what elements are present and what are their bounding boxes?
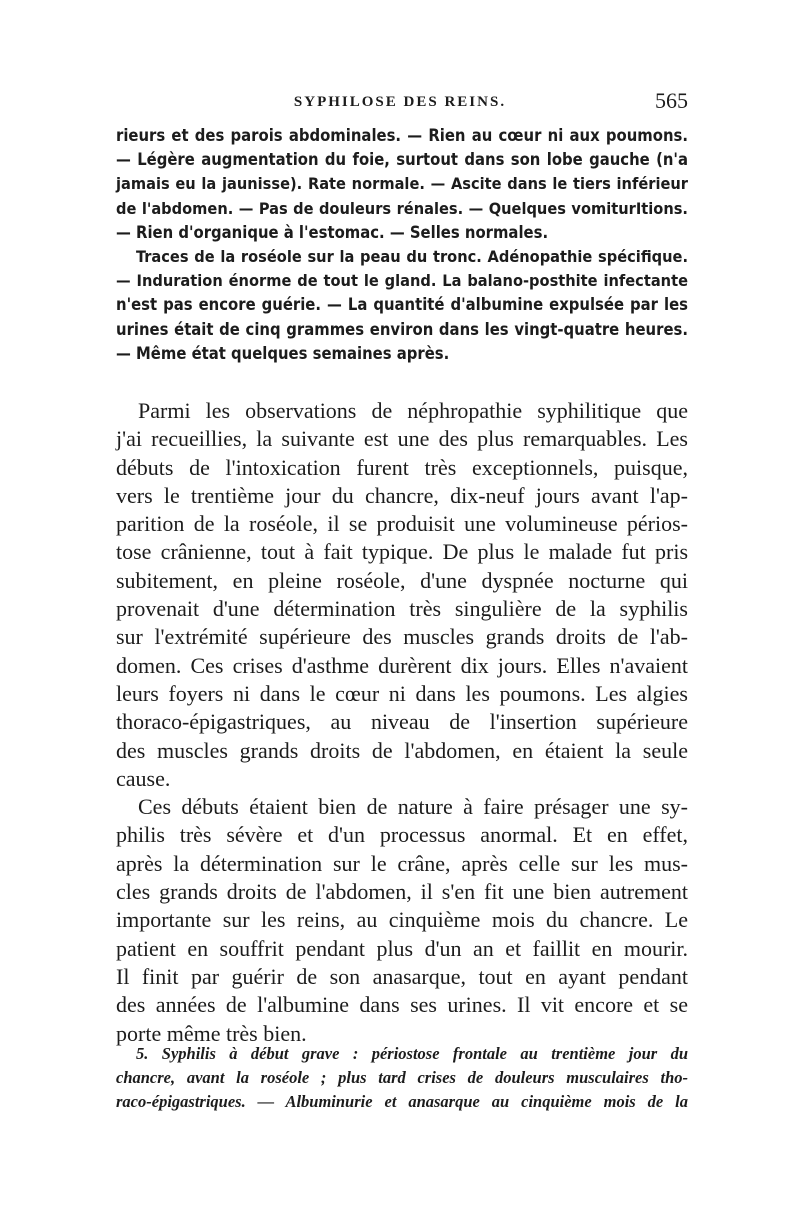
case-report-text	[116, 124, 688, 366]
text-line: raco-épigastriques. — Albuminurie et anasarque au cinquième mois de la	[116, 1092, 688, 1111]
text-line: thoraco-épigastriques, au niveau de l'insertion supérieure	[116, 709, 688, 735]
text-line: j'ai recueillies, la suivante est une des plus remarquables. Les	[116, 426, 688, 452]
text-line: importante sur les reins, au cinquième mois du chancre. Le	[116, 907, 688, 933]
text-line: domen. Ces crises d'asthme durèrent dix jours. Elles n'avaient	[116, 652, 688, 678]
text-line: des années de l'albumine dans ses urines. Il vit encore et se	[116, 992, 688, 1018]
text-line: — Induration énorme de tout le gland. La balano-posthite infectante	[116, 271, 688, 291]
text-line: débuts de l'intoxication furent très exceptionnels, puisque,	[116, 454, 688, 480]
text-line: porte même très bien.	[116, 1020, 307, 1046]
text-line: — Légère augmentation du foie, surtout dans son lobe gauche (n'a	[116, 150, 688, 170]
text-line: Traces de la roséole sur la peau du tronc. Adénopathie spécifique.	[136, 246, 688, 266]
text-line: leurs foyers ni dans le cœur ni dans les poumons. Les algies	[116, 680, 688, 706]
text-line: de l'abdomen. — Pas de douleurs rénales. — Quelques vomiturItions.	[116, 198, 688, 218]
text-line: rieurs et des parois abdominales. — Rien au cœur ni aux poumons.	[116, 126, 688, 145]
text-line: — Rien d'organique à l'estomac. — Selles normales.	[116, 222, 549, 242]
text-line: Ces débuts étaient bien de nature à faire présager une sy-	[138, 794, 688, 820]
text-line: tose crânienne, tout à fait typique. De plus le malade fut pris	[116, 539, 688, 565]
text-line: cles grands droits de l'abdomen, il s'en fit une bien autrement	[116, 879, 688, 905]
text-line: après la détermination sur le crâne, après celle sur les mus-	[116, 850, 688, 876]
text-line: des muscles grands droits de l'abdomen, en étaient la seule	[116, 737, 688, 763]
text-line: n'est pas encore guérie. — La quantité d'albumine expulsée par les	[116, 295, 688, 315]
text-line: chancre, avant la roséole ; plus tard crises de douleurs musculaires tho-	[116, 1068, 688, 1087]
running-title: SYPHILOSE DES REINS.	[293, 94, 507, 110]
text-line: 5. Syphilis à début grave : périostose frontale au trentième jour du	[136, 1044, 688, 1063]
text-line: urines était de cinq grammes environ dans les vingt-quatre heures.	[116, 319, 688, 339]
text-line: cause.	[116, 765, 171, 791]
text-line: subitement, en pleine roséole, d'une dyspnée nocturne qui	[116, 567, 688, 593]
text-line: vers le trentième jour du chancre, dix-neuf jours avant l'ap-	[116, 482, 688, 508]
body-text	[116, 397, 688, 1048]
text-line: provenait d'une détermination très singulière de la syphilis	[116, 596, 688, 622]
text-line: parition de la roséole, il se produisit une volumineuse périos-	[116, 511, 688, 537]
text-line: philis très sévère et d'un processus anormal. Et en effet,	[116, 822, 688, 848]
text-line: jamais eu la jaunisse). Rate normale. — Ascite dans le tiers inférieur	[116, 174, 688, 194]
case-heading	[116, 1042, 688, 1114]
text-line: — Même état quelques semaines après.	[116, 343, 450, 363]
text-line: patient en souffrit pendant plus d'un an et faillit en mourir.	[116, 935, 688, 961]
page-number: 565	[655, 88, 688, 113]
text-line: sur l'extrémité supérieure des muscles grands droits de l'ab-	[116, 624, 688, 650]
text-line: Parmi les observations de néphropathie syphilitique que	[138, 398, 688, 423]
text-line: Il finit par guérir de son anasarque, tout en ayant pendant	[116, 963, 688, 989]
